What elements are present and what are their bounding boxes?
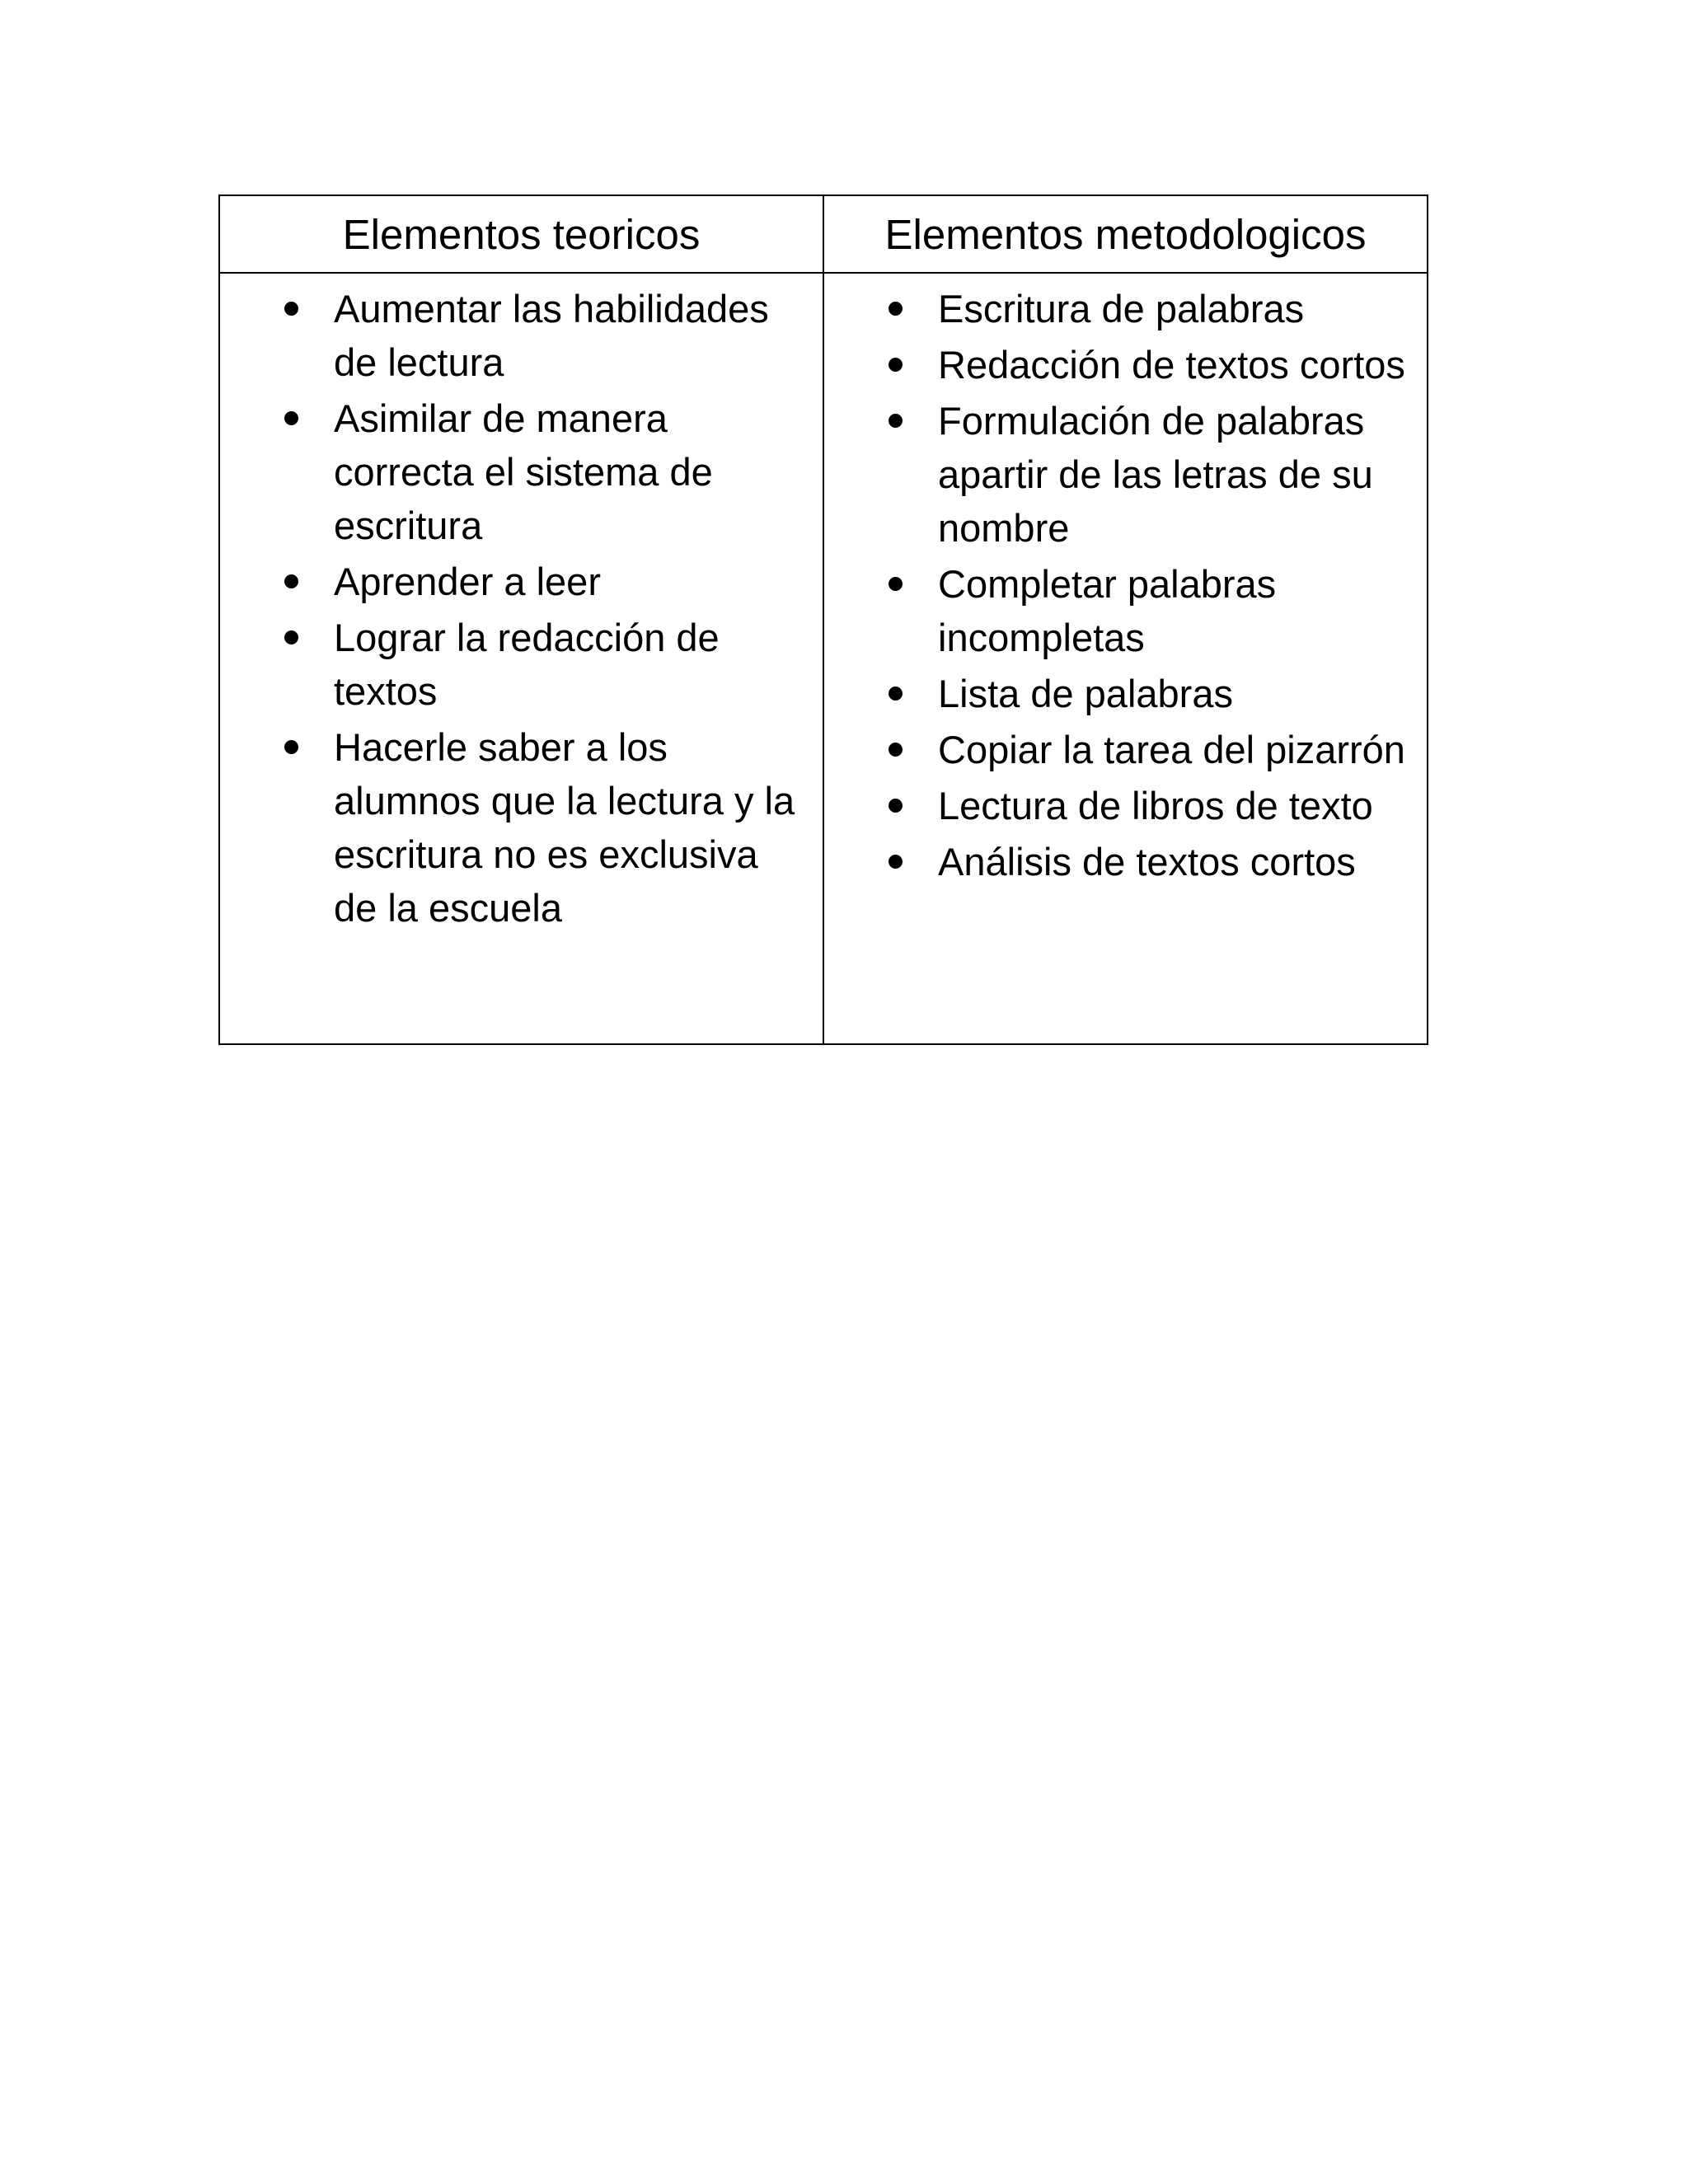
list-item-text: Asimilar de manera correcta el sistema de escritura	[334, 396, 713, 547]
metodologicos-cell	[823, 273, 1428, 1044]
bullet-icon	[889, 743, 903, 757]
bullet-icon	[284, 411, 298, 425]
bullet-icon	[889, 799, 903, 813]
list-item-text: Aprender a leer	[334, 560, 601, 603]
list-item	[824, 723, 1427, 776]
bullet-icon	[889, 687, 903, 701]
list-item	[824, 282, 1427, 335]
list-item-text: Formulación de palabras apartir de las letras de su nombre	[938, 399, 1373, 550]
bullet-icon	[889, 855, 903, 869]
list-item-text: Lectura de libros de texto	[938, 784, 1373, 827]
list-item-text: Redacción de textos cortos	[938, 343, 1405, 387]
list-item	[220, 611, 823, 718]
teoricos-list	[220, 282, 823, 935]
list-item	[824, 779, 1427, 832]
list-item-text: Análisis de textos cortos	[938, 840, 1356, 883]
bullet-icon	[284, 574, 298, 588]
bullet-icon	[284, 740, 298, 754]
list-item	[220, 282, 823, 389]
metodologicos-list	[824, 282, 1427, 888]
list-item	[220, 391, 823, 552]
list-item	[220, 555, 823, 608]
list-item	[824, 338, 1427, 391]
header-elementos-teoricos: Elementos teoricos	[219, 195, 823, 273]
bullet-icon	[889, 577, 903, 591]
bullet-icon	[889, 414, 903, 428]
header-elementos-metodologicos: Elementos metodologicos	[823, 195, 1428, 273]
list-item-text: Hacerle saber a los alumnos que la lectura y la escritura no es exclusiva de la escuela	[334, 725, 795, 930]
bullet-icon	[889, 358, 903, 372]
bullet-icon	[284, 302, 298, 316]
comparison-table	[218, 194, 1428, 1045]
list-item-text: Lista de palabras	[938, 672, 1233, 715]
list-item-text: Copiar la tarea del pizarrón	[938, 728, 1405, 771]
teoricos-cell	[219, 273, 823, 1044]
bullet-icon	[889, 302, 903, 316]
list-item	[824, 394, 1427, 555]
list-item	[824, 667, 1427, 720]
list-item-text: Completar palabras incompletas	[938, 562, 1277, 659]
list-item-text: Aumentar las habilidades de lectura	[334, 287, 769, 384]
list-item-text: Escritura de palabras	[938, 287, 1305, 330]
bullet-icon	[284, 630, 298, 644]
list-item	[824, 557, 1427, 664]
list-item	[824, 835, 1427, 888]
list-item-text: Lograr la redacción de textos	[334, 616, 720, 713]
list-item	[220, 720, 823, 935]
table-body-row	[219, 273, 1428, 1044]
table-header-row	[219, 195, 1428, 273]
